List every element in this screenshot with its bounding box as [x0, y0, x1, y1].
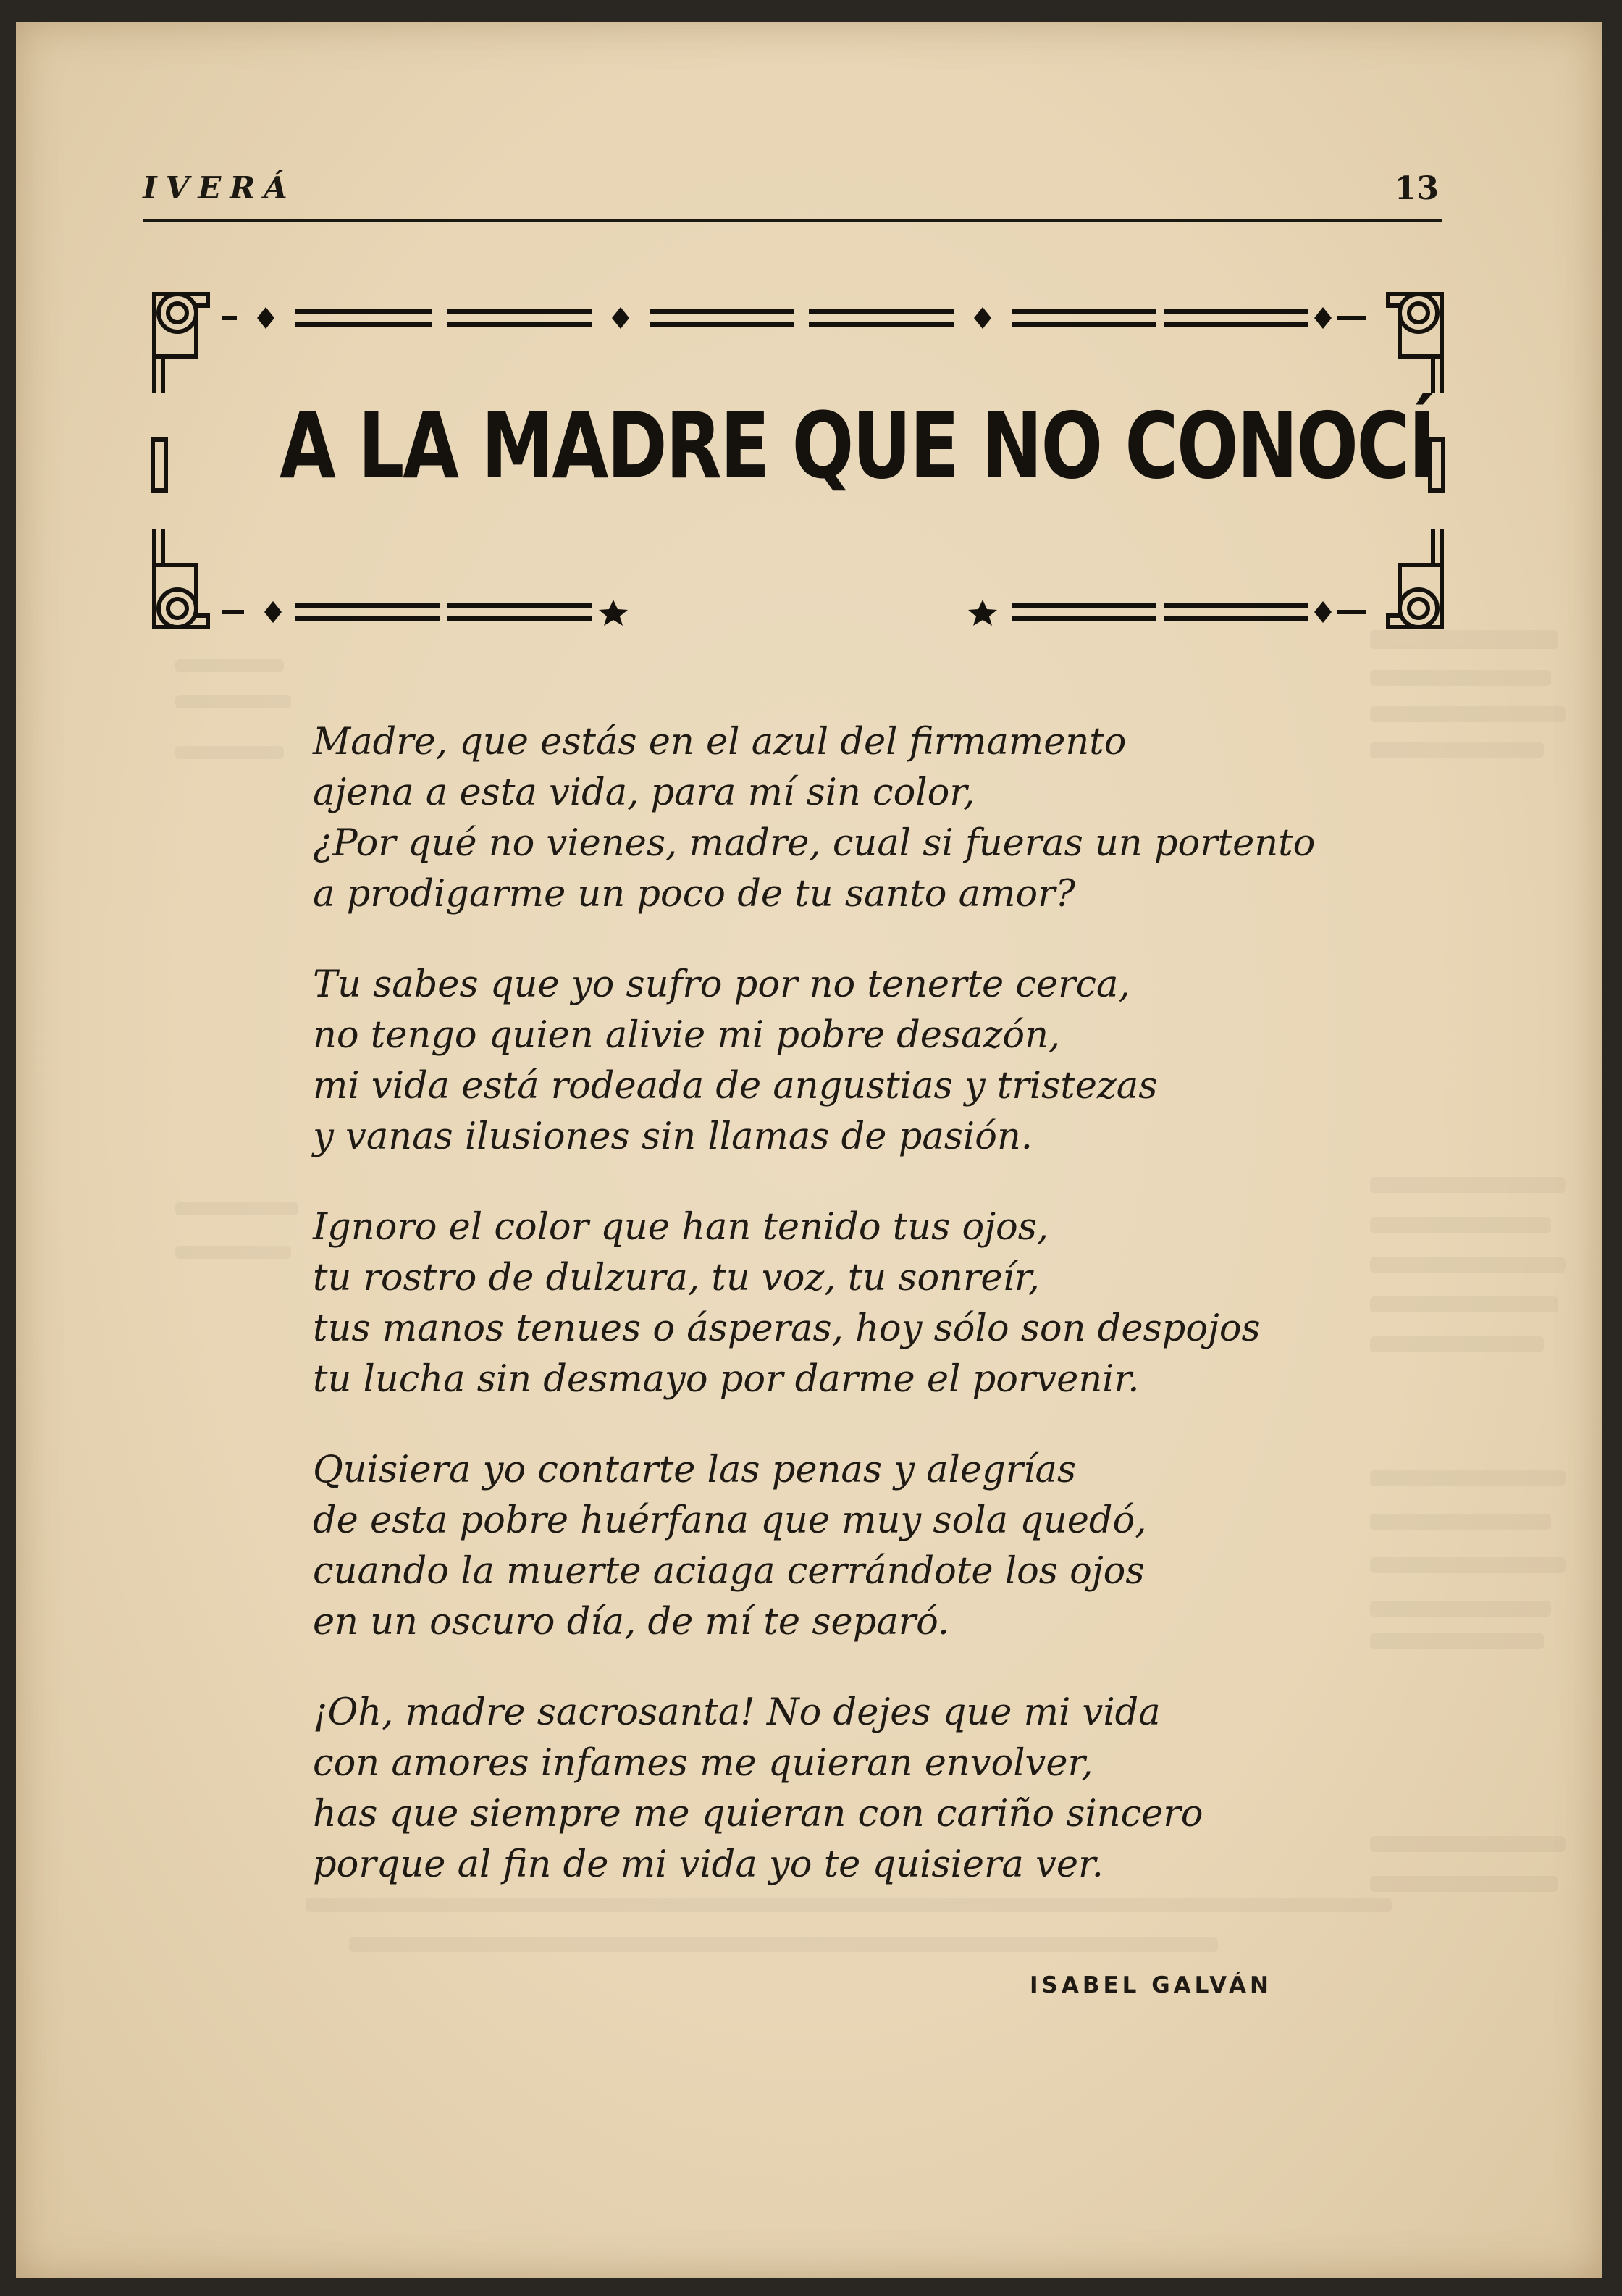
- running-head: IVERÁ: [143, 170, 296, 206]
- verse-line: Quisiera yo contarte las penas y alegrías: [313, 1449, 1077, 1491]
- verse-line: tu lucha sin desmayo por darme el porvenir.: [313, 1358, 1140, 1401]
- verse-line: con amores infames me quieran envolver,: [313, 1742, 1093, 1785]
- poem-title: A LA MADRE QUE NO CONOCÍ: [280, 393, 1434, 499]
- verse-line: porque al fin de mi vida yo te quisiera ver.: [313, 1843, 1104, 1886]
- verse-line: Madre, que estás en el azul del firmamento: [313, 721, 1127, 763]
- verse-line: de esta pobre huérfana que muy sola quedó,: [313, 1499, 1147, 1542]
- magazine-page: [16, 22, 1602, 2278]
- verse-line: ajena a esta vida, para mí sin color,: [313, 771, 975, 814]
- verse-line: has que siempre me quieran con cariño sincero: [313, 1793, 1203, 1835]
- stanza-5: [313, 1688, 1341, 1890]
- verse-line: mi vida está rodeada de angustias y tristezas: [313, 1065, 1158, 1107]
- stanza-1: [313, 717, 1341, 920]
- verse-line: Tu sabes que yo sufro por no tenerte cerca,: [313, 963, 1130, 1006]
- stanza-4: [313, 1445, 1341, 1648]
- page-number: 13: [1394, 170, 1439, 207]
- stanza-3: [313, 1202, 1341, 1405]
- verse-line: en un oscuro día, de mí te separó.: [313, 1601, 950, 1643]
- verse-line: tus manos tenues o ásperas, hoy sólo son despojos: [313, 1307, 1261, 1350]
- verse-line: tu rostro de dulzura, tu voz, tu sonreír,: [313, 1257, 1040, 1299]
- header-rule: [143, 219, 1442, 222]
- verse-line: a prodigarme un poco de tu santo amor?: [313, 873, 1075, 916]
- verse-line: y vanas ilusiones sin llamas de pasión.: [313, 1115, 1033, 1158]
- verse-line: ¿Por qué no vienes, madre, cual si fueras un portento: [313, 822, 1316, 865]
- verse-line: no tengo quien alivie mi pobre desazón,: [313, 1014, 1061, 1057]
- verse-line: cuando la muerte aciaga cerrándote los ojos: [313, 1550, 1145, 1593]
- author-signature: ISABEL GALVÁN: [1030, 1972, 1272, 1998]
- stanza-2: [313, 960, 1341, 1162]
- title-ornamental-frame: [150, 284, 1446, 639]
- verse-line: ¡Oh, madre sacrosanta! No dejes que mi vida: [313, 1691, 1161, 1734]
- verse-line: Ignoro el color que han tenido tus ojos,: [313, 1206, 1049, 1249]
- poem-body: [313, 717, 1341, 1930]
